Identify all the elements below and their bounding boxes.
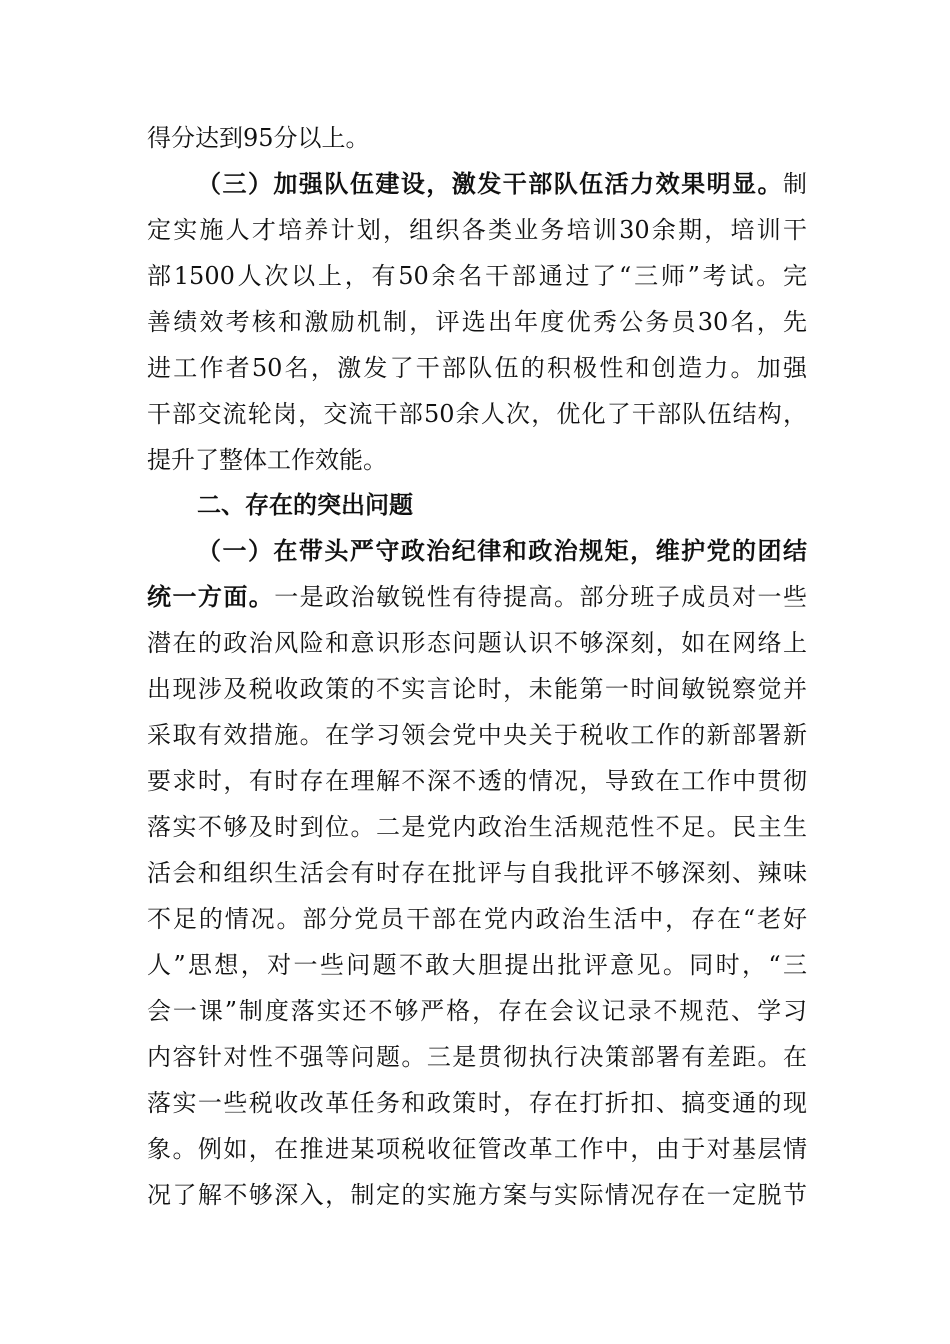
- line-text: 落实不够及时到位。二是党内政治生活规范性不足。民主生: [147, 813, 807, 841]
- line-text: 得分达到95分以上。: [147, 124, 370, 152]
- paragraph-line: [147, 1129, 807, 1169]
- paragraph-line: [147, 256, 807, 296]
- paragraph-line: [147, 945, 807, 985]
- line-text: 部1500人次以上，有50余名干部通过了“三师”考试。完: [147, 262, 807, 290]
- paragraph-line: [147, 348, 807, 388]
- line-text: 一是政治敏锐性有待提高。部分班子成员对一些: [274, 583, 808, 611]
- heading-text: 二、存在的突出问题: [197, 491, 413, 519]
- paragraph-line: [147, 623, 807, 663]
- line-text: 内容针对性不强等问题。三是贯彻执行决策部署有差距。在: [147, 1043, 807, 1071]
- paragraph-line: [147, 577, 807, 617]
- paragraph-line: [147, 210, 807, 250]
- line-text: 落实一些税收改革任务和政策时，存在打折扣、搞变通的现: [147, 1089, 807, 1117]
- paragraph-line: [147, 440, 807, 480]
- line-text: 提升了整体工作效能。: [147, 446, 387, 474]
- line-text: 要求时，有时存在理解不深不透的情况，导致在工作中贯彻: [147, 767, 807, 795]
- paragraph-line: [197, 164, 807, 204]
- paragraph-line: [147, 807, 807, 847]
- line-text: 制: [783, 170, 807, 198]
- line-text: 活会和组织生活会有时存在批评与自我批评不够深刻、辣味: [147, 859, 807, 887]
- line-text: 潜在的政治风险和意识形态问题认识不够深刻，如在网络上: [147, 629, 807, 657]
- line-text: 况了解不够深入，制定的实施方案与实际情况存在一定脱节: [147, 1181, 807, 1209]
- paragraph-line: [197, 531, 807, 571]
- line-text: 定实施人才培养计划，组织各类业务培训30余期，培训干: [147, 216, 807, 244]
- subsection-title: （三）加强队伍建设，激发干部队伍活力效果明显。: [197, 169, 783, 198]
- paragraph-line: [147, 394, 807, 434]
- subsection-title: 统一方面。: [147, 582, 275, 611]
- paragraph-line: [147, 1037, 807, 1077]
- section-heading: [197, 485, 413, 525]
- line-text: 会一课”制度落实还不够严格，存在会议记录不规范、学习: [147, 997, 807, 1025]
- line-text: 采取有效措施。在学习领会党中央关于税收工作的新部署新: [147, 721, 807, 749]
- paragraph-line: [147, 899, 807, 939]
- line-text: 人”思想，对一些问题不敢大胆提出批评意见。同时，“三: [147, 951, 807, 979]
- paragraph-line: [147, 991, 807, 1031]
- paragraph-line: [147, 761, 807, 801]
- paragraph-line: [147, 302, 807, 342]
- line-text: 进工作者50名，激发了干部队伍的积极性和创造力。加强: [147, 354, 807, 382]
- line-text: 出现涉及税收政策的不实言论时，未能第一时间敏锐察觉并: [147, 675, 807, 703]
- paragraph-line: [147, 669, 807, 709]
- line-text: 干部交流轮岗，交流干部50余人次，优化了干部队伍结构，: [147, 400, 807, 428]
- paragraph-line: [147, 715, 807, 755]
- subsection-title: （一）在带头严守政治纪律和政治规矩，维护党的团结: [197, 536, 807, 565]
- paragraph-line: [147, 853, 807, 893]
- line-text: 不足的情况。部分党员干部在党内政治生活中，存在“老好: [147, 905, 807, 933]
- paragraph-line: [147, 1083, 807, 1123]
- paragraph-line: [147, 118, 807, 158]
- line-text: 善绩效考核和激励机制，评选出年度优秀公务员30名，先: [147, 308, 807, 336]
- line-text: 象。例如，在推进某项税收征管改革工作中，由于对基层情: [147, 1135, 807, 1163]
- paragraph-line: [147, 1175, 807, 1215]
